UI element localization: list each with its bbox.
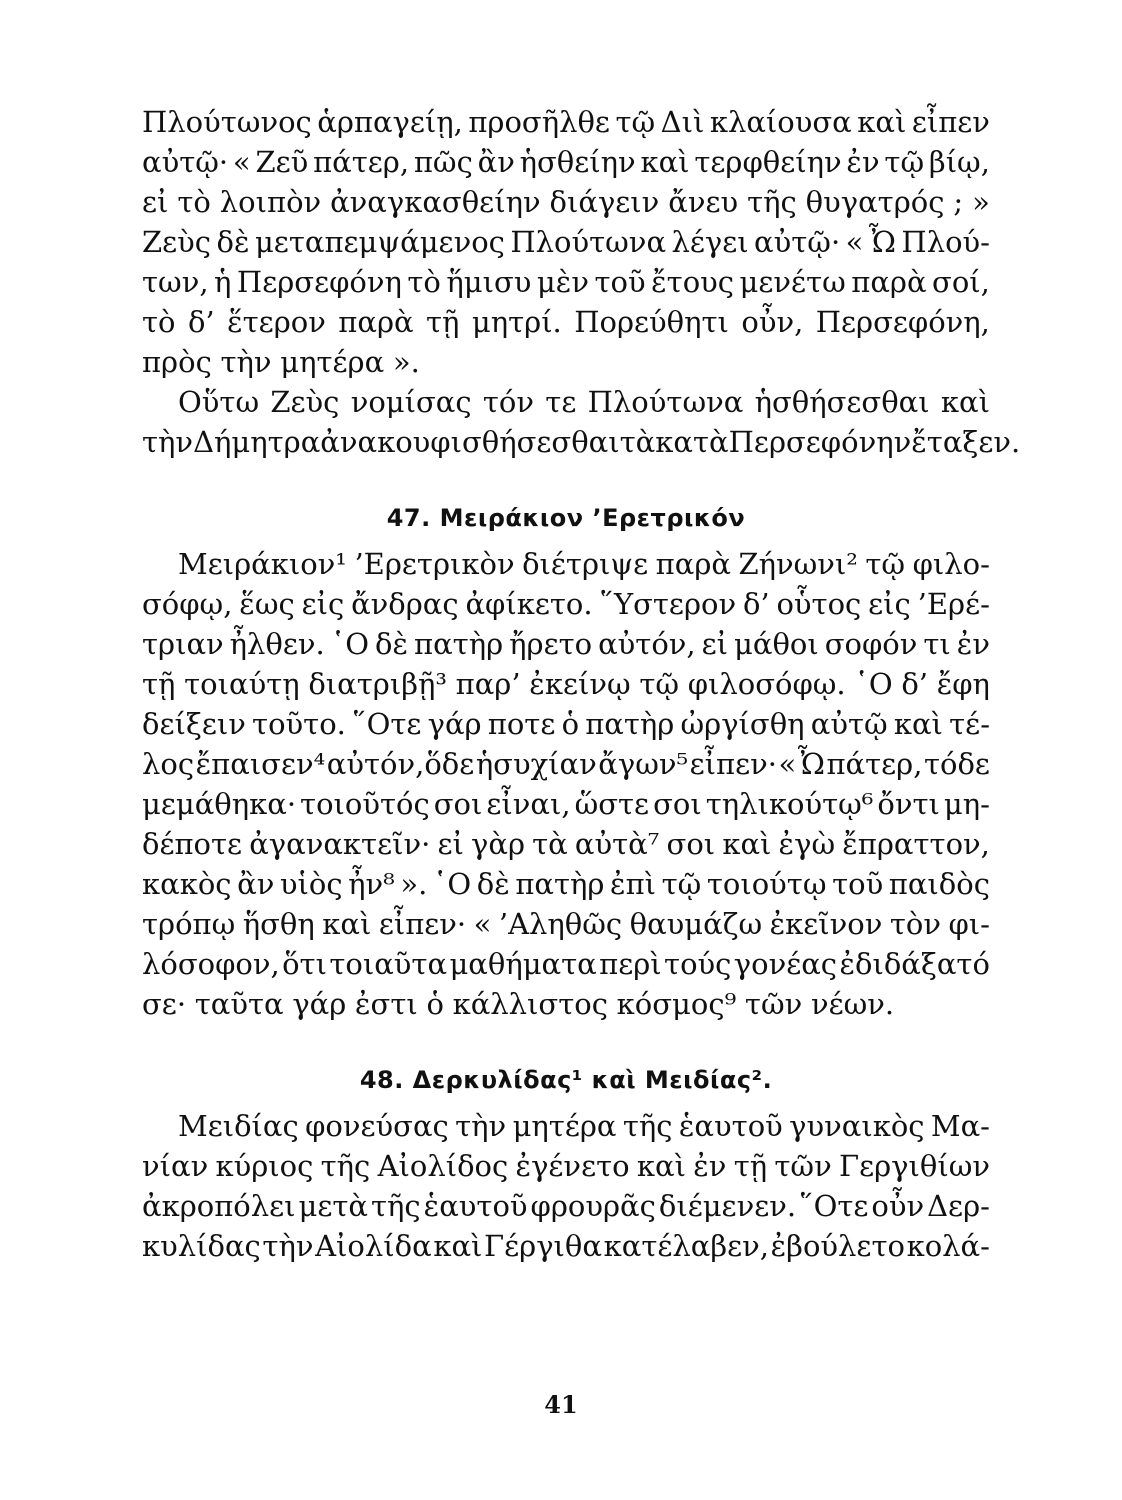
word: κολά- [906,1229,990,1263]
word: ἔφη [936,667,990,701]
word: μενέτω [739,265,846,299]
word: ἐδιδάξατό [839,947,990,981]
word: τῷ [639,667,680,701]
word: ἐβούλετο [770,1229,905,1263]
word: εἶναι, [486,787,571,821]
word: τοιούτῳ [706,867,827,901]
section-heading-48: 48. Δερκυλίδας¹ καὶ Μειδίας². [359,1066,773,1094]
section-heading-47: 47. Μειράκιον ’Ερετρικόν [386,504,746,532]
word: τόδε [923,747,990,781]
word: εἶπεν· [689,747,777,781]
word: τὸ [407,265,441,299]
word: εἰ [142,185,169,219]
word: πάτερ, [313,145,410,179]
word: Μειδίας [178,1109,299,1143]
word: Αἰολίδος [377,1149,509,1183]
word: σοί, [932,265,990,299]
word: Γέργιθα [484,1229,602,1263]
page-number: 41 [544,1390,578,1419]
word: γυναικὸς [789,1109,925,1143]
word: εἰ [701,627,729,661]
word: τὸ [177,185,211,219]
word: γονέας [733,947,838,981]
section-47-text [142,544,990,1024]
word: μη- [943,787,990,821]
text-line [142,422,1021,462]
word: Ὦ [797,747,825,781]
word: ῞Οτε [352,707,422,741]
word: ἂν [477,145,515,179]
word: ’Αληθῶς [498,907,623,941]
text-line [142,222,990,262]
word: ὁ [426,987,444,1021]
word: θυγατρός [805,185,945,219]
word: ῞Υστερον [599,587,737,621]
word: ἔπαισεν⁴ [195,747,326,781]
paragraph-2 [142,382,1021,462]
word: θαυμάζω [629,907,763,941]
word: Πλούτωνα [510,225,667,259]
word: Αἰολίδα [315,1229,432,1263]
word: μητέρα [512,1109,617,1143]
page-body [142,102,1021,1266]
word: « [845,225,864,259]
word: ». [400,867,428,901]
word: τὴν [142,425,194,459]
word: κόσμος⁹ [616,987,737,1021]
word: τῆς [320,1149,371,1183]
word: κακὸς [142,867,232,901]
text-line [142,744,990,784]
word: οὖν, [741,305,804,339]
word: παρ’ [455,667,521,701]
word: Περσεφόνη [236,265,402,299]
word: καὶ [722,827,772,861]
word: καὶ [857,105,907,139]
word: δ’ [187,305,215,339]
word: ἤρετο [509,627,593,661]
word: πάτερ, [826,747,923,781]
word: αὐτὰ⁷ [574,827,660,861]
word: Μα- [930,1109,990,1143]
word: λος [142,747,195,781]
word: τοιαύτῃ [184,667,300,701]
word: ἔτους [651,265,735,299]
word: ἀνακουφισθήσεσθαι [320,425,620,459]
word: ὁ [561,707,580,741]
word: τῷ [865,547,906,581]
word: αὐτῷ· [142,145,229,179]
text-line [142,664,990,704]
word: « [232,145,251,179]
paragraph-1 [142,102,990,382]
word: τῷ [661,867,702,901]
text-line [142,1146,990,1186]
word: υἱὸς [279,867,343,901]
word: τὸν [889,907,942,941]
word: καὶ [433,1229,483,1263]
word: μητρί. [471,305,562,339]
word: κατὰ [655,425,729,459]
word: τῇ [733,1149,768,1183]
word: τρόπῳ [142,907,236,941]
word: τηλικούτῳ⁶ [705,787,874,821]
word: εἶπεν [911,105,990,139]
word: ταῦτα [194,987,284,1021]
text-line [142,142,990,182]
word: φιλο- [912,547,990,581]
word: Ζεὺς [142,225,212,259]
word: Ζήνωνι² [738,547,858,581]
word: νομίσας [350,385,472,419]
word: οὖν [871,1189,925,1223]
word: ἐν [846,145,880,179]
word: μετὰ [298,1189,368,1223]
word: ἐν [956,627,990,661]
word: τόν [482,385,535,419]
word: ἀκροπόλει [142,1189,296,1223]
word: ἕτερον [227,305,326,339]
word: παιδὸς [888,867,990,901]
word: ὥστε [574,787,650,821]
word: ἥσθη [242,907,315,941]
word: ἐπὶ [610,867,657,901]
word: παρὰ [338,305,414,339]
text-line [142,102,990,142]
word: σόφῳ, [142,587,233,621]
word: ἐκεῖνον [769,907,883,941]
word: διάγειν [549,185,660,219]
word: ὅτι [282,947,327,981]
word: τὸ [142,305,176,339]
word: δὲ [375,627,409,661]
word: λοιπὸν [219,185,322,219]
word: δὲ [476,867,510,901]
word: ἡσθήσεσθαι [754,385,930,419]
word: ἀγανακτεῖν· [249,827,431,861]
word: τῆς [622,1109,673,1143]
word: ’Ερέ- [917,587,990,621]
word: τοῦτο. [252,707,346,741]
text-line [142,944,990,984]
word: ἡσυχίαν [475,747,597,781]
word: Γεργιθίων [838,1149,990,1183]
word: τέ- [949,707,990,741]
word: Μειράκιον¹ [178,547,347,581]
word: ῾Ο [432,867,472,901]
text-line [142,544,990,584]
word: ἕως [239,587,295,621]
word: μάθοι [734,627,819,661]
word: προσῆλθε [468,105,610,139]
text-line [142,1186,990,1226]
word: τὴν [262,1229,314,1263]
word: πατὴρ [585,707,675,741]
word: καὶ [940,385,990,419]
word: φονεύσας [305,1109,449,1143]
word: περὶ [599,947,662,981]
text-line [142,864,990,904]
word: τὴν [220,345,272,379]
word: μεμάθηκα· [142,787,297,821]
text-line [142,984,990,1024]
word: ἑαυτοῦ [678,1109,783,1143]
word: ἑαυτοῦ [423,1189,528,1223]
word: εἰς [868,587,911,621]
word: σοφόν [824,627,918,661]
text-line [142,302,990,342]
word: Πλού- [901,225,990,259]
word: Πλούτωνα [587,385,744,419]
word: λέγει [671,225,749,259]
word: ἦν⁸ [348,867,395,901]
word: ἂν [237,867,275,901]
word: αὐτόν, [598,627,696,661]
text-line [142,382,990,422]
word: διέτριψε [522,547,649,581]
word: τῇ [142,667,176,701]
word: παρὰ [655,547,731,581]
word: καὶ [893,707,943,741]
word: Πορεύθητι [574,305,729,339]
text-line [142,704,990,744]
word: σε· [142,987,187,1021]
word: τριαν [142,627,224,661]
word: δ’ [742,587,770,621]
word: ἐγένετο [515,1149,630,1183]
text-line [142,904,990,944]
word: τῆς [370,1189,421,1223]
word: ’Ερετρικὸν [354,547,515,581]
word: νέων. [810,987,895,1021]
word: ποτε [487,707,556,741]
word: ; [953,185,964,219]
word: δείξειν [142,707,246,741]
word: φι- [948,907,990,941]
word: αὐτῷ· [754,225,841,259]
word: νίαν [142,1149,209,1183]
word: τούς [664,947,732,981]
word: ἐκείνῳ [529,667,631,701]
word: ἀναγκασθείην [330,185,541,219]
word: μητέρα [280,345,385,379]
word: Πλούτωνος [142,105,312,139]
word: σοι [666,827,716,861]
word: κλαίουσα [709,105,852,139]
word: παρὰ [851,265,927,299]
word: εἰς [301,587,345,621]
text-line [142,262,990,302]
word: Ὦ [868,225,896,259]
word: ἀφίκετο. [465,587,593,621]
word: ἄνδρας [351,587,459,621]
word: τῷ [615,105,656,139]
word: ἁρπαγείῃ, [317,105,463,139]
word: δ’ [901,667,928,701]
word: κατέλαβεν, [603,1229,769,1263]
word: δὲ [216,225,250,259]
word: καὶ [322,907,372,941]
word: Ζεὺς [270,385,340,419]
word: τοῦ [594,265,646,299]
word: ὠργίσθη [680,707,805,741]
word: ἄγων⁵ [598,747,689,781]
word: μαθήματα [449,947,597,981]
word: τῶν [744,987,803,1021]
word: αὐτόν,ὅδε [326,747,475,781]
word: των, [142,265,209,299]
text-line [142,182,990,222]
word: τε [545,385,577,419]
word: βίῳ, [928,145,990,179]
text-line [142,342,990,382]
text-line [142,1106,990,1146]
word: διέμενεν. [658,1189,797,1223]
word: γάρ [427,707,482,741]
word: οὗτος [776,587,862,621]
word: λόσοφον, [142,947,280,981]
section-48-text [142,1106,990,1266]
word: τῷ [884,145,925,179]
word: τῆς [747,185,797,219]
word: ἥμισυ [446,265,532,299]
word: ἔταξεν. [911,425,1021,459]
word: ὄντι [877,787,940,821]
word: εἶπεν· [378,907,467,941]
word: τῶν [774,1149,832,1183]
word: ῾Ο [854,667,893,701]
word: πρὸς [142,345,212,379]
word: ῾Ο [330,627,370,661]
text-line [142,1226,990,1266]
word: Διὶ [660,105,705,139]
word: ἐγὼ [778,827,836,861]
word: μεταπεμψάμενος [254,225,505,259]
word: » [972,185,990,219]
word: καὶ [640,145,690,179]
word: φρουρᾶς [530,1189,656,1223]
word: πατὴρ [515,867,605,901]
word: διατριβῇ³ [308,667,447,701]
word: πῶς [413,145,473,179]
word: τερφθείην [694,145,842,179]
word: Ζεῦ [255,145,309,179]
word: τὴν [455,1109,507,1143]
word: κάλλιστος [452,987,608,1021]
word: τῇ [426,305,460,339]
text-line [142,584,990,624]
word: εἰ [437,827,464,861]
word: καὶ [636,1149,686,1183]
word: σοι [433,787,483,821]
word: δέποτε [142,827,243,861]
word: γάρ [292,987,347,1021]
word: « [778,747,797,781]
word: ἔπραττον, [842,827,990,861]
word: αὐτῷ [810,707,888,741]
word: τοιαῦτα [329,947,448,981]
word: ἐστι [354,987,418,1021]
word: Οὕτω [178,385,260,419]
word: τὰ [619,425,656,459]
word: τι [923,627,951,661]
word: τοιοῦτός [300,787,430,821]
word: Περσεφόνη, [815,305,990,339]
word: Περσεφόνην [728,425,912,459]
word: γὰρ [471,827,525,861]
word: ἡ [214,265,232,299]
text-line [142,624,990,664]
word: τοῦ [832,867,884,901]
word: φιλοσόφῳ. [687,667,846,701]
word: σοι [653,787,702,821]
word: ἄνευ [668,185,739,219]
word: μὲν [536,265,589,299]
word: ῞Οτε [799,1189,869,1223]
word: ἡσθείην [519,145,636,179]
word: ἦλθεν. [229,627,325,661]
text-line [142,824,990,864]
word: ἐν [693,1149,727,1183]
word: Δερ- [927,1189,990,1223]
word: ». [392,345,420,379]
word: κυλίδας [142,1229,261,1263]
text-line [142,784,990,824]
word: Δήμητρα [193,425,321,459]
word: « [473,907,492,941]
word: πατὴρ [414,627,504,661]
word: τὰ [532,827,568,861]
word: κύριος [215,1149,314,1183]
